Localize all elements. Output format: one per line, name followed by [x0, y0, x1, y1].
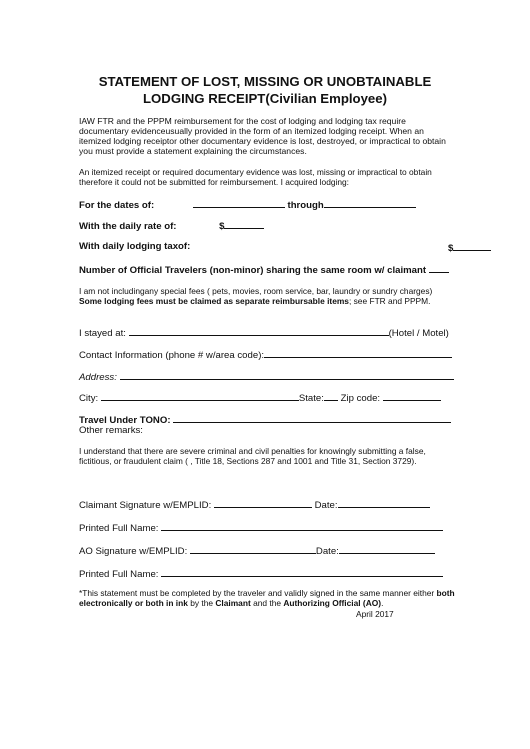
remarks-label: Other remarks:	[79, 425, 143, 436]
form-title: STATEMENT OF LOST, MISSING OR UNOBTAINABLE	[98, 74, 432, 89]
travelers-row	[79, 263, 449, 276]
claimant-date-label: Date:	[314, 500, 338, 511]
address-row	[79, 370, 454, 383]
daily-rate-field[interactable]	[224, 219, 264, 229]
stayed-at-row	[79, 326, 449, 339]
footnote-text: *This statement must be completed by the traveler and validly signed in the same manner either	[79, 588, 435, 598]
end-date-field[interactable]	[324, 198, 416, 208]
footnote-ao: Authorizing Official (AO)	[283, 598, 382, 608]
claimant-signature-row	[79, 498, 430, 511]
contact-row	[79, 348, 452, 361]
ao-signature-row	[79, 544, 435, 557]
lodging-tax-label: With daily lodging taxof:	[79, 241, 191, 252]
contact-field[interactable]	[264, 348, 452, 358]
ao-signature-label: AO Signature w/EMPLID:	[79, 546, 188, 557]
dates-row	[79, 198, 416, 211]
address-label: Address:	[79, 372, 117, 383]
dollar-sign: $	[448, 243, 454, 254]
revision-date: April 2017	[356, 609, 394, 619]
fees-note-emphasis: Some lodging fees must be claimed as separate reimbursable items	[79, 296, 349, 306]
ao-date-field[interactable]	[339, 544, 435, 554]
tono-field[interactable]	[173, 413, 451, 423]
city-label: City:	[79, 393, 99, 404]
fees-note	[79, 286, 451, 306]
claimant-printed-name-row	[79, 521, 443, 534]
hotel-name-field[interactable]	[129, 326, 389, 336]
hotel-motel-label: (Hotel / Motel)	[388, 328, 449, 339]
ao-date-label: Date:	[315, 546, 339, 557]
through-label: through	[287, 200, 324, 211]
claimant-date-field[interactable]	[338, 498, 430, 508]
state-field[interactable]	[324, 391, 338, 401]
travelers-label: Number of Official Travelers (non-minor) sharing the same room w/ claimant	[79, 265, 427, 276]
claimant-signature-field[interactable]	[214, 498, 312, 508]
lodging-tax-field[interactable]	[453, 241, 491, 251]
tono-label: Travel Under TONO:	[79, 415, 171, 426]
state-label: State:	[298, 393, 324, 404]
city-field[interactable]	[101, 391, 299, 401]
footnote-text: and the	[250, 598, 284, 608]
stayed-at-label: I stayed at:	[79, 328, 126, 339]
dates-label: For the dates of:	[79, 200, 155, 211]
statement-paragraph: An itemized receipt or required documentary evidence was lost, missing or impractical to obtain therefore it could not be submitted for reimbursement. I acquired lodging:	[79, 167, 432, 187]
fees-note-text: I am not includingany special fees ( pets, movies, room service, bar, laundry or sundry charges)	[79, 286, 433, 296]
printed-name-label: Printed Full Name:	[79, 523, 159, 534]
lodging-tax-row	[79, 241, 190, 252]
daily-rate-label: With the daily rate of:	[79, 221, 177, 232]
dollar-sign: $	[219, 221, 225, 232]
intro-paragraph: IAW FTR and the PPPM reimbursement for the cost of lodging and lodging tax require documentary evidenceusually provided in the form of an itemized lodging receipt. When an itemized lodging receiptor other documentary evidence is lost, destroyed, or impractical to obtain you must provide a statement explaining the circumstances.	[79, 116, 446, 156]
printed-name-label: Printed Full Name:	[79, 569, 159, 580]
footnote-emphasis: both electronically or both in ink	[79, 588, 455, 608]
footnote-text: by the	[187, 598, 216, 608]
daily-rate-row	[79, 219, 264, 232]
footnote-claimant: Claimant	[215, 598, 251, 608]
penalty-paragraph: I understand that there are severe criminal and civil penalties for knowingly submitting a false, fictitious, or fraudulent claim ( , Title 18, Sections 287 and 1001 and Title 31, Section 3729).	[79, 446, 426, 466]
ao-signature-field[interactable]	[190, 544, 316, 554]
ao-printed-name-field[interactable]	[161, 567, 443, 577]
claimant-printed-name-field[interactable]	[161, 521, 443, 531]
ao-printed-name-row	[79, 567, 443, 580]
address-field[interactable]	[120, 370, 454, 380]
fees-note-tail: ; see FTR and PPPM.	[348, 296, 431, 306]
claimant-signature-label: Claimant Signature w/EMPLID:	[79, 500, 212, 511]
zip-field[interactable]	[383, 391, 441, 401]
start-date-field[interactable]	[193, 198, 285, 208]
lodging-tax-amount	[448, 241, 491, 254]
footnote-text: .	[381, 598, 384, 608]
form-subtitle: LODGING RECEIPT(Civilian Employee)	[142, 91, 387, 106]
city-row	[79, 391, 441, 404]
zip-label: Zip code:	[340, 393, 381, 404]
footnote	[79, 588, 459, 608]
contact-label: Contact Information (phone # w/area code):	[79, 350, 265, 361]
travelers-count-field[interactable]	[429, 263, 449, 273]
